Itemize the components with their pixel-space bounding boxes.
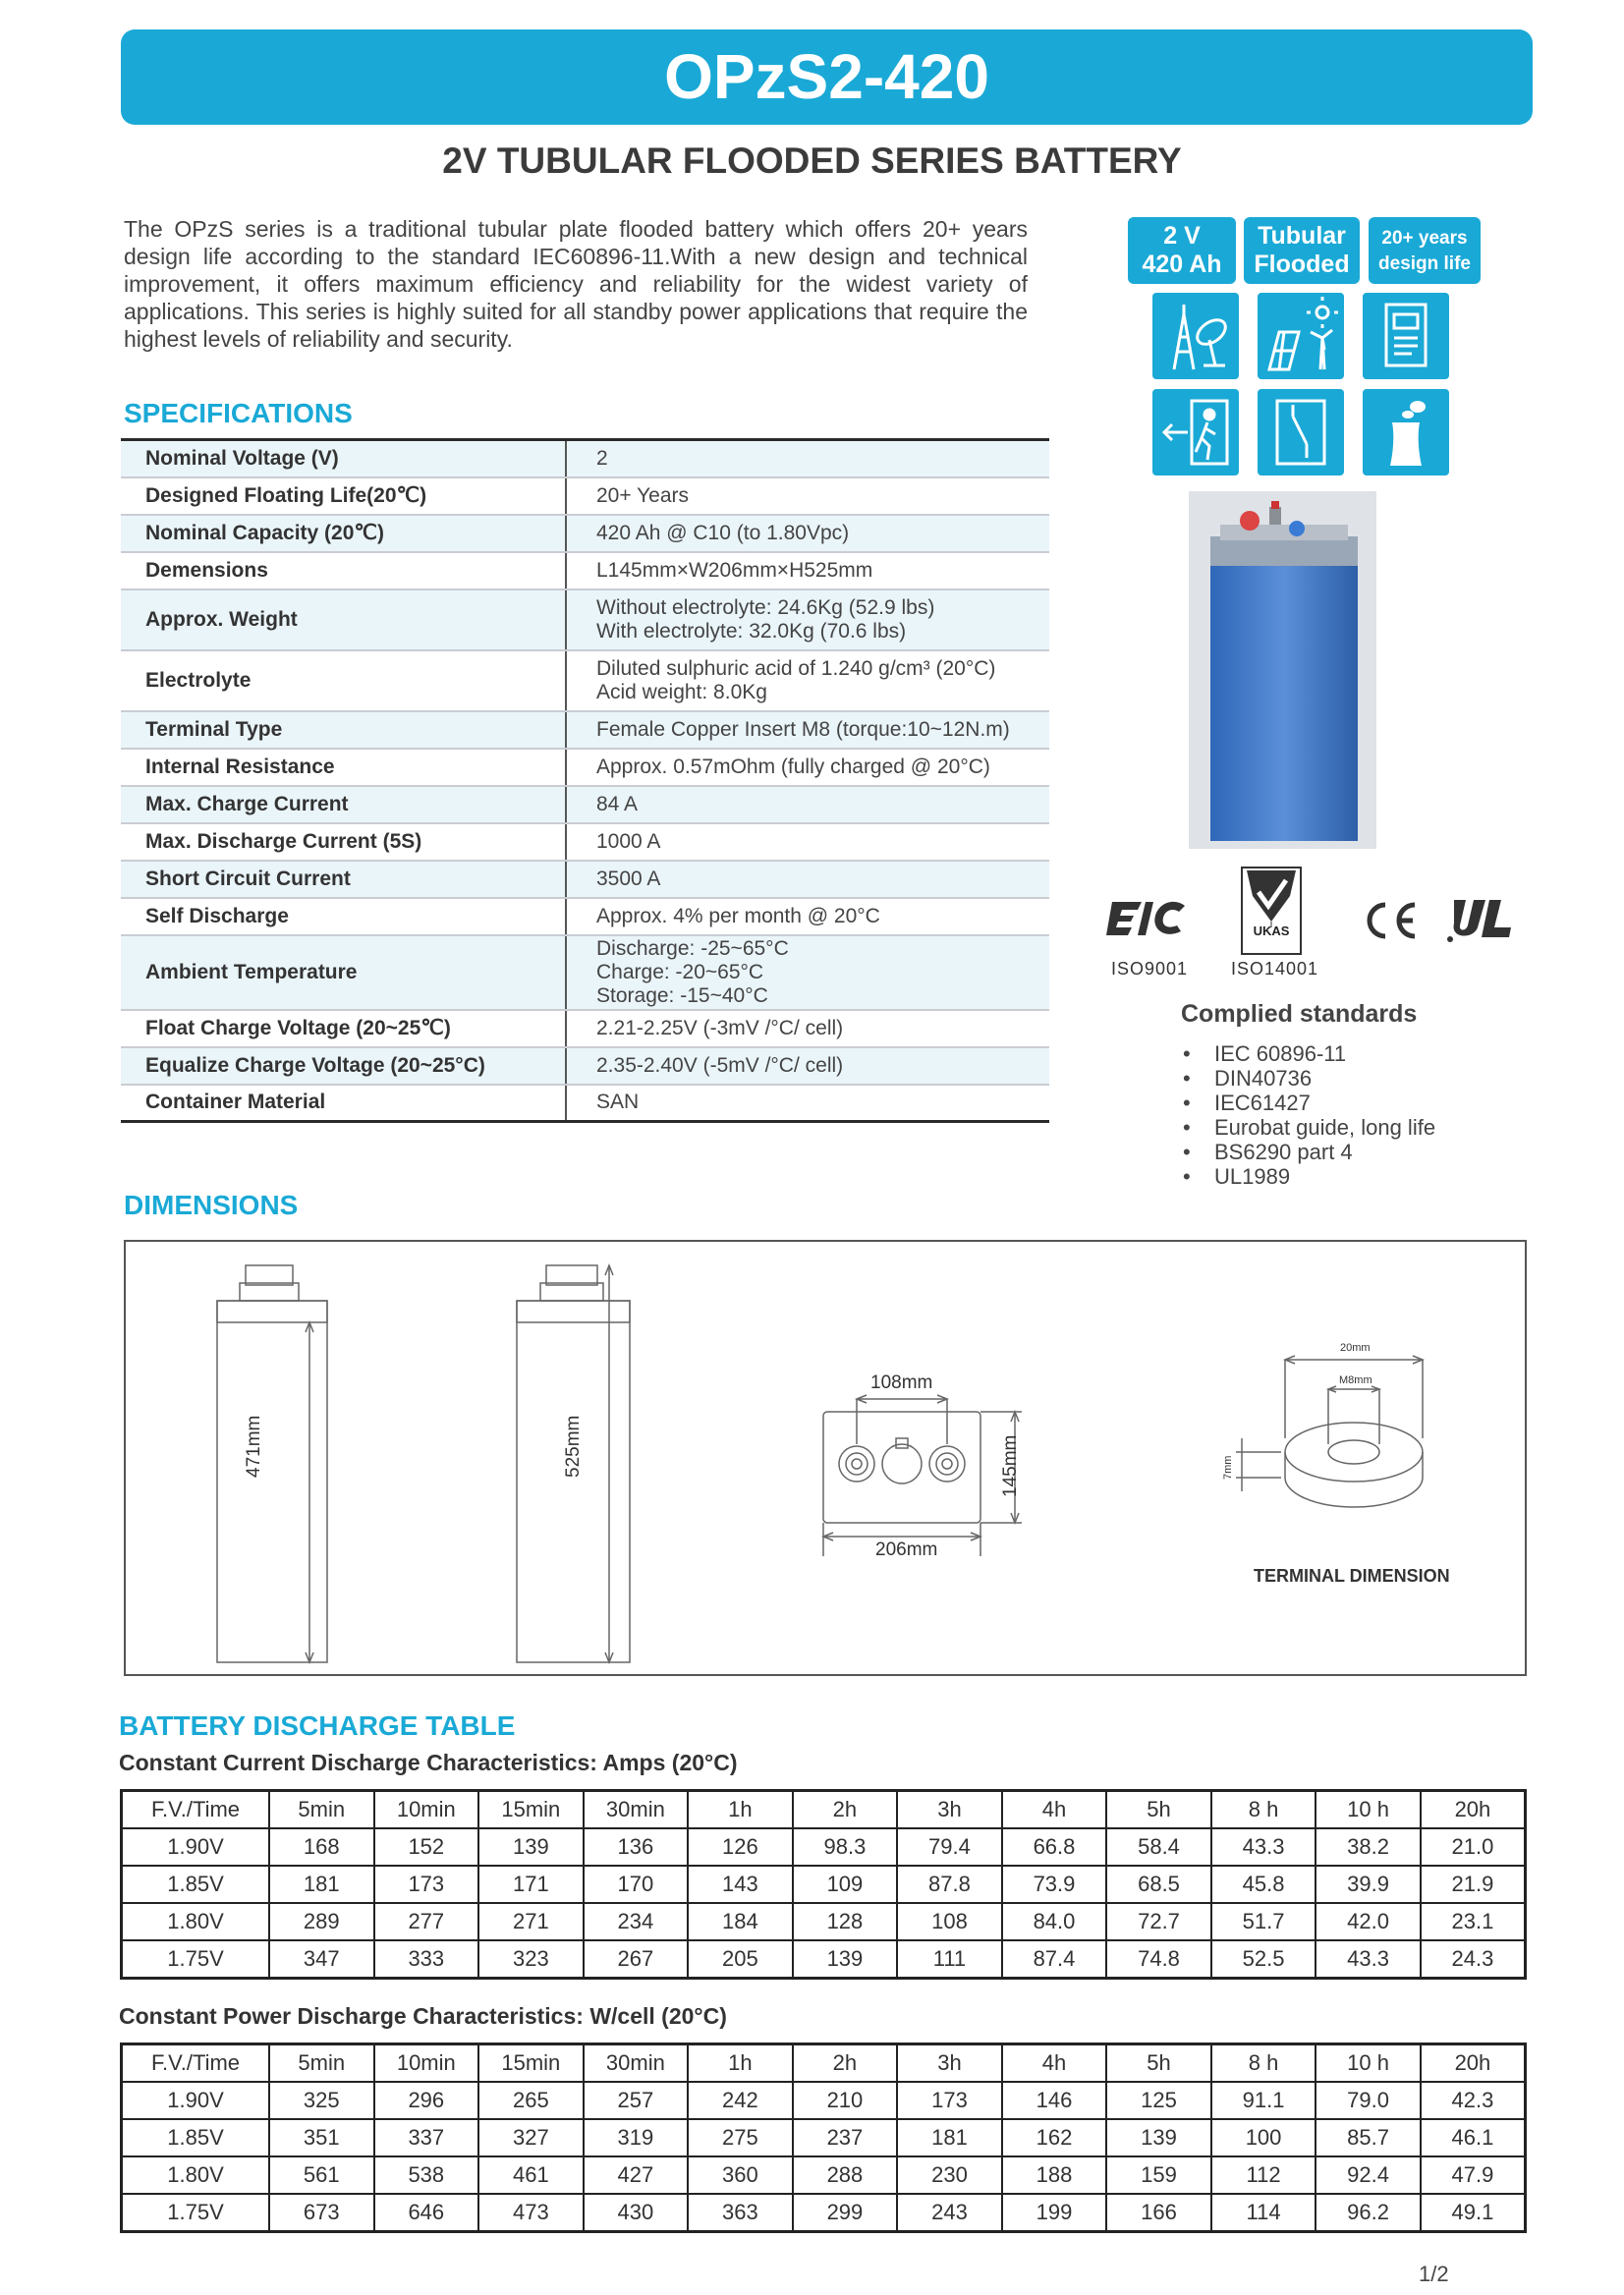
table-cell: 49.1 (1421, 2194, 1526, 2232)
badge-line-2: design life (1378, 253, 1471, 274)
table-cell: 114 (1211, 2194, 1316, 2232)
spec-label: Approx. Weight (121, 589, 566, 650)
spec-value: 2 (566, 440, 1049, 477)
spec-label: Designed Floating Life(20℃) (121, 477, 566, 515)
spec-value: L145mm×W206mm×H525mm (566, 552, 1049, 589)
ukas-logo (1241, 867, 1302, 955)
spec-row (121, 749, 1049, 786)
table-cell: 1.80V (122, 2156, 270, 2194)
table-cell: 1.90V (122, 2082, 270, 2119)
spec-row (121, 711, 1049, 749)
table-cell: 271 (478, 1903, 584, 1940)
spec-label: Terminal Type (121, 711, 566, 749)
spec-label: Max. Discharge Current (5S) (121, 823, 566, 861)
badge-line-1: 2 V (1163, 222, 1201, 250)
table-cell: 45.8 (1211, 1866, 1316, 1903)
standard-item: • DIN40736 (1181, 1066, 1435, 1091)
table-cell: 333 (374, 1940, 479, 1979)
spec-value: 84 A (566, 786, 1049, 823)
table-cell: 243 (897, 2194, 1002, 2232)
table-cell: 267 (584, 1940, 689, 1979)
table-cell: 561 (269, 2156, 374, 2194)
table-cell: 5h (1106, 2044, 1211, 2083)
table-row (122, 1903, 1526, 1940)
table-cell: 72.7 (1106, 1903, 1211, 1940)
specifications-table (121, 438, 1049, 1123)
switchgear-icon (1258, 389, 1344, 476)
table-cell: 181 (269, 1866, 374, 1903)
table-cell: 363 (688, 2194, 793, 2232)
table-cell: 351 (269, 2119, 374, 2156)
table-cell: 42.3 (1421, 2082, 1526, 2119)
table-cell: 21.0 (1421, 1828, 1526, 1866)
ce-mark-logo (1360, 899, 1419, 942)
table-cell: 98.3 (793, 1828, 898, 1866)
overall-height-label: 525mm (563, 1415, 584, 1478)
spec-row (121, 823, 1049, 861)
spec-label: Max. Charge Current (121, 786, 566, 823)
discharge-table-heading: BATTERY DISCHARGE TABLE (119, 1710, 516, 1741)
table-cell: 289 (269, 1903, 374, 1940)
table-cell: 171 (478, 1866, 584, 1903)
table-cell: 20h (1421, 1791, 1526, 1829)
table-cell: 126 (688, 1828, 793, 1866)
table-cell: 5min (269, 1791, 374, 1829)
table-cell: 20h (1421, 2044, 1526, 2083)
table-cell: 360 (688, 2156, 793, 2194)
table-cell: 92.4 (1316, 2156, 1421, 2194)
width-label: 206mm (875, 1539, 938, 1560)
table-cell: 1.75V (122, 2194, 270, 2232)
table-cell: 136 (584, 1828, 689, 1866)
table-row (122, 1940, 1526, 1979)
table-cell: 347 (269, 1940, 374, 1979)
table-cell: 8 h (1211, 2044, 1316, 2083)
table-cell: 39.9 (1316, 1866, 1421, 1903)
eic-logo (1106, 894, 1189, 943)
spec-value: 2.21-2.25V (-3mV /°C/ cell) (566, 1010, 1049, 1047)
table-row (122, 2119, 1526, 2156)
table-cell: 43.3 (1211, 1828, 1316, 1866)
spec-row (121, 552, 1049, 589)
table-cell: 473 (478, 2194, 584, 2232)
spec-value: 420 Ah @ C10 (to 1.80Vpc) (566, 515, 1049, 552)
table-cell: 139 (1106, 2119, 1211, 2156)
complied-standards-heading: Complied standards (1181, 1000, 1418, 1028)
table-cell: 52.5 (1211, 1940, 1316, 1979)
badge-line-1: Tubular (1258, 222, 1346, 250)
table-cell: 109 (793, 1866, 898, 1903)
title-banner (121, 29, 1533, 125)
table-cell: 184 (688, 1903, 793, 1940)
table-cell: 673 (269, 2194, 374, 2232)
table-cell: 1.80V (122, 1903, 270, 1940)
table-cell: 85.7 (1316, 2119, 1421, 2156)
ul-recognized-logo (1446, 896, 1515, 943)
table-cell: 10 h (1316, 2044, 1421, 2083)
specifications-heading: SPECIFICATIONS (124, 398, 353, 428)
table-cell: 43.3 (1316, 1940, 1421, 1979)
table-cell: 173 (374, 1866, 479, 1903)
table-cell: 51.7 (1211, 1903, 1316, 1940)
table-cell: 1h (688, 2044, 793, 2083)
table-cell: 275 (688, 2119, 793, 2156)
table-cell: 146 (1002, 2082, 1107, 2119)
table-cell: 1h (688, 1791, 793, 1829)
front-height-label: 471mm (244, 1415, 264, 1478)
table-cell: 430 (584, 2194, 689, 2232)
table-cell: 4h (1002, 2044, 1107, 2083)
table-cell: 79.4 (897, 1828, 1002, 1866)
table-cell: 1.75V (122, 1940, 270, 1979)
table-cell: 10min (374, 2044, 479, 2083)
spec-row (121, 1085, 1049, 1122)
table-cell: 159 (1106, 2156, 1211, 2194)
spec-row (121, 1047, 1049, 1085)
standards-list (1181, 1041, 1435, 1189)
spec-value: Approx. 4% per month @ 20°C (566, 898, 1049, 935)
table-cell: 91.1 (1211, 2082, 1316, 2119)
constant-current-title: Constant Current Discharge Characteristics: Amps (20°C) (119, 1750, 738, 1775)
table-cell: 5min (269, 2044, 374, 2083)
table-cell: 1.85V (122, 1866, 270, 1903)
spec-label: Internal Resistance (121, 749, 566, 786)
spec-label: Container Material (121, 1085, 566, 1122)
table-cell: 230 (897, 2156, 1002, 2194)
table-cell: 646 (374, 2194, 479, 2232)
table-cell: 242 (688, 2082, 793, 2119)
table-cell: F.V./Time (122, 2044, 270, 2083)
table-cell: 2h (793, 1791, 898, 1829)
table-cell: 111 (897, 1940, 1002, 1979)
table-cell: 205 (688, 1940, 793, 1979)
spec-row (121, 786, 1049, 823)
table-row (122, 1828, 1526, 1866)
spec-row (121, 477, 1049, 515)
badge-line-1: 20+ years (1381, 228, 1468, 249)
constant-current-table (120, 1789, 1527, 1980)
table-cell: 168 (269, 1828, 374, 1866)
spec-label: Self Discharge (121, 898, 566, 935)
battery-product-image (1189, 491, 1376, 849)
constant-power-title: Constant Power Discharge Characteristics: W/cell (20°C) (119, 2003, 727, 2029)
table-row (122, 1866, 1526, 1903)
spec-label: Nominal Capacity (20℃) (121, 515, 566, 552)
table-cell: 210 (793, 2082, 898, 2119)
table-cell: F.V./Time (122, 1791, 270, 1829)
table-row (122, 2082, 1526, 2119)
terminal-outer-label: 20mm (1340, 1342, 1371, 1354)
table-cell: 162 (1002, 2119, 1107, 2156)
spec-value: Without electrolyte: 24.6Kg (52.9 lbs) With electrolyte: 32.0Kg (70.6 lbs) (566, 589, 1049, 650)
table-cell: 87.8 (897, 1866, 1002, 1903)
iso14001-label: ISO14001 (1231, 959, 1319, 979)
top-width-label: 108mm (870, 1372, 933, 1393)
spec-value: SAN (566, 1085, 1049, 1122)
table-cell: 79.0 (1316, 2082, 1421, 2119)
table-cell: 181 (897, 2119, 1002, 2156)
badge-voltage-capacity (1128, 217, 1236, 284)
table-cell: 199 (1002, 2194, 1107, 2232)
spec-value: 2.35-2.40V (-5mV /°C/ cell) (566, 1047, 1049, 1085)
table-cell: 2h (793, 2044, 898, 2083)
table-cell: 143 (688, 1866, 793, 1903)
spec-row (121, 1010, 1049, 1047)
table-cell: 166 (1106, 2194, 1211, 2232)
spec-row (121, 515, 1049, 552)
spec-row (121, 898, 1049, 935)
table-cell: 42.0 (1316, 1903, 1421, 1940)
terminal-thread-label: M8mm (1339, 1374, 1372, 1386)
spec-row (121, 861, 1049, 898)
table-cell: 4h (1002, 1791, 1107, 1829)
table-cell: 1.85V (122, 2119, 270, 2156)
table-cell: 296 (374, 2082, 479, 2119)
table-row (122, 2194, 1526, 2232)
power-plant-icon (1363, 389, 1449, 476)
spec-label: Demensions (121, 552, 566, 589)
table-cell: 139 (478, 1828, 584, 1866)
table-cell: 173 (897, 2082, 1002, 2119)
table-cell: 427 (584, 2156, 689, 2194)
terminal-dimension-caption: TERMINAL DIMENSION (1254, 1566, 1450, 1586)
table-cell: 108 (897, 1903, 1002, 1940)
intro-paragraph: The OPzS series is a traditional tubular plate flooded battery which offers 20+ years design life according to the standard IEC60896-11.With a new design and technical improvement, it offers maximum efficiency and reliability for the widest variety of applications. This series is highly suited for all standby power applications that require the highest levels of reliability and security. (124, 216, 1028, 352)
table-cell: 461 (478, 2156, 584, 2194)
table-cell: 3h (897, 1791, 1002, 1829)
table-cell: 327 (478, 2119, 584, 2156)
table-cell: 8 h (1211, 1791, 1316, 1829)
table-cell: 15min (478, 1791, 584, 1829)
terminal-depth-label: 7mm (1222, 1455, 1234, 1480)
spec-label: Ambient Temperature (121, 935, 566, 1010)
table-cell: 234 (584, 1903, 689, 1940)
table-cell: 128 (793, 1903, 898, 1940)
emergency-exit-icon (1152, 389, 1239, 476)
table-cell: 100 (1211, 2119, 1316, 2156)
table-cell: 23.1 (1421, 1903, 1526, 1940)
spec-value: Discharge: -25~65°C Charge: -20~65°C Storage: -15~40°C (566, 935, 1049, 1010)
iso9001-label: ISO9001 (1111, 959, 1189, 979)
table-cell: 237 (793, 2119, 898, 2156)
spec-value: 20+ Years (566, 477, 1049, 515)
table-cell: 299 (793, 2194, 898, 2232)
table-cell: 3h (897, 2044, 1002, 2083)
table-cell: 58.4 (1106, 1828, 1211, 1866)
solar-wind-icon (1258, 293, 1344, 379)
table-cell: 38.2 (1316, 1828, 1421, 1866)
table-header-row (122, 2044, 1526, 2083)
table-cell: 125 (1106, 2082, 1211, 2119)
table-cell: 112 (1211, 2156, 1316, 2194)
spec-row (121, 589, 1049, 650)
table-cell: 1.90V (122, 1828, 270, 1866)
ups-cabinet-icon (1363, 293, 1449, 379)
standard-item: • IEC61427 (1181, 1091, 1435, 1115)
dimensions-heading: DIMENSIONS (124, 1190, 299, 1220)
table-header-row (122, 1791, 1526, 1829)
table-cell: 46.1 (1421, 2119, 1526, 2156)
table-cell: 10 h (1316, 1791, 1421, 1829)
table-cell: 84.0 (1002, 1903, 1107, 1940)
table-cell: 170 (584, 1866, 689, 1903)
standard-item: • BS6290 part 4 (1181, 1140, 1435, 1164)
table-cell: 265 (478, 2082, 584, 2119)
table-cell: 152 (374, 1828, 479, 1866)
page-subtitle: 2V TUBULAR FLOODED SERIES BATTERY (442, 140, 1182, 181)
table-cell: 288 (793, 2156, 898, 2194)
table-cell: 15min (478, 2044, 584, 2083)
table-cell: 24.3 (1421, 1940, 1526, 1979)
table-cell: 337 (374, 2119, 479, 2156)
table-cell: 277 (374, 1903, 479, 1940)
spec-label: Float Charge Voltage (20~25℃) (121, 1010, 566, 1047)
table-cell: 188 (1002, 2156, 1107, 2194)
table-cell: 139 (793, 1940, 898, 1979)
telecom-tower-satellite-icon (1152, 293, 1239, 379)
table-row (122, 2156, 1526, 2194)
spec-value: Female Copper Insert M8 (torque:10~12N.m) (566, 711, 1049, 749)
table-cell: 538 (374, 2156, 479, 2194)
standard-item: • IEC 60896-11 (1181, 1041, 1435, 1066)
page-title: OPzS2-420 (664, 41, 989, 112)
table-cell: 30min (584, 2044, 689, 2083)
table-cell: 74.8 (1106, 1940, 1211, 1979)
spec-label: Equalize Charge Voltage (20~25°C) (121, 1047, 566, 1085)
length-label: 145mm (1000, 1434, 1021, 1497)
table-cell: 66.8 (1002, 1828, 1107, 1866)
table-cell: 73.9 (1002, 1866, 1107, 1903)
badge-tubular-flooded (1244, 217, 1360, 284)
table-cell: 5h (1106, 1791, 1211, 1829)
spec-value: 1000 A (566, 823, 1049, 861)
badge-line-2: 420 Ah (1142, 251, 1222, 278)
spec-row (121, 650, 1049, 711)
table-cell: 323 (478, 1940, 584, 1979)
standard-item: • Eurobat guide, long life (1181, 1115, 1435, 1140)
spec-row (121, 935, 1049, 1010)
table-cell: 325 (269, 2082, 374, 2119)
dimensions-drawing-box (124, 1240, 1527, 1676)
table-cell: 319 (584, 2119, 689, 2156)
table-cell: 96.2 (1316, 2194, 1421, 2232)
table-cell: 10min (374, 1791, 479, 1829)
table-cell: 87.4 (1002, 1940, 1107, 1979)
badge-line-2: Flooded (1254, 251, 1350, 278)
table-cell: 257 (584, 2082, 689, 2119)
spec-value: Approx. 0.57mOhm (fully charged @ 20°C) (566, 749, 1049, 786)
spec-value: Diluted sulphuric acid of 1.240 g/cm³ (20°C) Acid weight: 8.0Kg (566, 650, 1049, 711)
ukas-label: UKAS (1253, 924, 1290, 938)
table-cell: 30min (584, 1791, 689, 1829)
spec-value: 3500 A (566, 861, 1049, 898)
spec-label: Short Circuit Current (121, 861, 566, 898)
table-cell: 68.5 (1106, 1866, 1211, 1903)
constant-power-table (120, 2043, 1527, 2233)
standard-item: • UL1989 (1181, 1164, 1435, 1189)
badge-design-life (1369, 217, 1481, 284)
spec-label: Nominal Voltage (V) (121, 440, 566, 477)
spec-label: Electrolyte (121, 650, 566, 711)
spec-row (121, 440, 1049, 477)
table-cell: 21.9 (1421, 1866, 1526, 1903)
page-number: 1/2 (1419, 2262, 1449, 2286)
table-cell: 47.9 (1421, 2156, 1526, 2194)
